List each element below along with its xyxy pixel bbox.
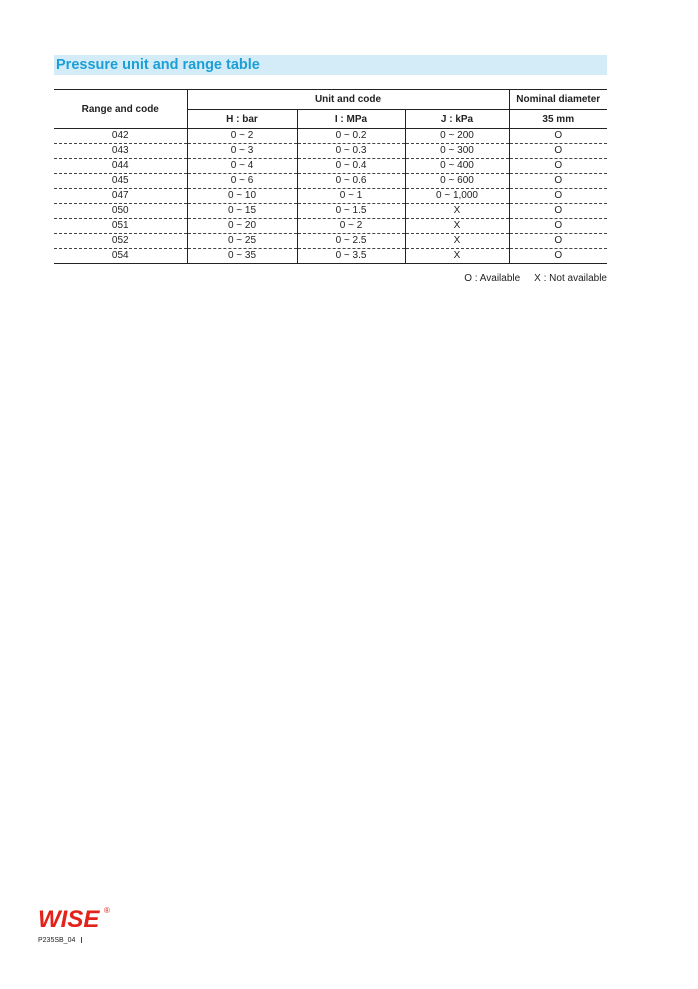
cell-bar: 0 ~ 25 [187, 234, 297, 249]
cell-mpa: 0 ~ 2.5 [297, 234, 405, 249]
cell-bar: 0 ~ 15 [187, 204, 297, 219]
page-code-footer [38, 937, 82, 944]
cell-diameter: O [509, 129, 607, 144]
header-unit-bar: H : bar [187, 110, 297, 129]
cell-range-code: 047 [54, 189, 187, 204]
cell-range-code: 050 [54, 204, 187, 219]
wise-logo-mark [38, 903, 118, 933]
cell-diameter: O [509, 174, 607, 189]
cell-mpa: 0 ~ 0.4 [297, 159, 405, 174]
page-tick-mark [81, 937, 82, 943]
cell-kpa: 0 ~ 400 [405, 159, 509, 174]
cell-mpa: 0 ~ 3.5 [297, 249, 405, 264]
cell-range-code: 042 [54, 129, 187, 144]
table-row [54, 249, 607, 264]
table-body [54, 129, 607, 264]
header-unit-and-code: Unit and code [187, 90, 509, 110]
header-unit-kpa: J : kPa [405, 110, 509, 129]
cell-kpa: 0 ~ 300 [405, 144, 509, 159]
cell-bar: 0 ~ 2 [187, 129, 297, 144]
cell-kpa: 0 ~ 600 [405, 174, 509, 189]
cell-mpa: 0 ~ 0.2 [297, 129, 405, 144]
table-row [54, 129, 607, 144]
cell-kpa: 0 ~ 200 [405, 129, 509, 144]
cell-kpa: 0 ~ 1,000 [405, 189, 509, 204]
cell-range-code: 052 [54, 234, 187, 249]
cell-diameter: O [509, 144, 607, 159]
cell-bar: 0 ~ 20 [187, 219, 297, 234]
cell-bar: 0 ~ 10 [187, 189, 297, 204]
table-row [54, 159, 607, 174]
cell-diameter: O [509, 234, 607, 249]
cell-mpa: 0 ~ 0.3 [297, 144, 405, 159]
table-row [54, 204, 607, 219]
header-nominal-diameter: Nominal diameter [509, 90, 607, 110]
cell-kpa: X [405, 249, 509, 264]
section-title-bar [54, 55, 607, 75]
table-row [54, 189, 607, 204]
legend-available: O : Available [464, 273, 521, 284]
table-row [54, 234, 607, 249]
pressure-range-table [54, 89, 607, 264]
logo-wordmark: WISE [38, 906, 100, 933]
cell-diameter: O [509, 219, 607, 234]
registered-mark: ® [104, 906, 110, 915]
cell-diameter: O [509, 249, 607, 264]
table-row [54, 174, 607, 189]
cell-bar: 0 ~ 35 [187, 249, 297, 264]
availability-legend [54, 273, 607, 284]
header-unit-mpa: I : MPa [297, 110, 405, 129]
cell-range-code: 043 [54, 144, 187, 159]
cell-mpa: 0 ~ 0.6 [297, 174, 405, 189]
wise-logo [38, 903, 118, 933]
cell-mpa: 0 ~ 2 [297, 219, 405, 234]
cell-kpa: X [405, 204, 509, 219]
cell-range-code: 054 [54, 249, 187, 264]
cell-mpa: 0 ~ 1.5 [297, 204, 405, 219]
cell-kpa: X [405, 234, 509, 249]
table-row [54, 219, 607, 234]
table-row [54, 144, 607, 159]
header-diameter-35mm: 35 mm [509, 110, 607, 129]
cell-diameter: O [509, 204, 607, 219]
legend-not-available: X : Not available [534, 273, 607, 284]
cell-mpa: 0 ~ 1 [297, 189, 405, 204]
cell-diameter: O [509, 189, 607, 204]
header-range-and-code: Range and code [54, 90, 187, 129]
cell-range-code: 051 [54, 219, 187, 234]
cell-bar: 0 ~ 6 [187, 174, 297, 189]
page-code: P235SB_04 [38, 937, 76, 944]
cell-kpa: X [405, 219, 509, 234]
cell-diameter: O [509, 159, 607, 174]
cell-bar: 0 ~ 3 [187, 144, 297, 159]
cell-range-code: 044 [54, 159, 187, 174]
cell-bar: 0 ~ 4 [187, 159, 297, 174]
cell-range-code: 045 [54, 174, 187, 189]
section-title: Pressure unit and range table [56, 57, 260, 73]
